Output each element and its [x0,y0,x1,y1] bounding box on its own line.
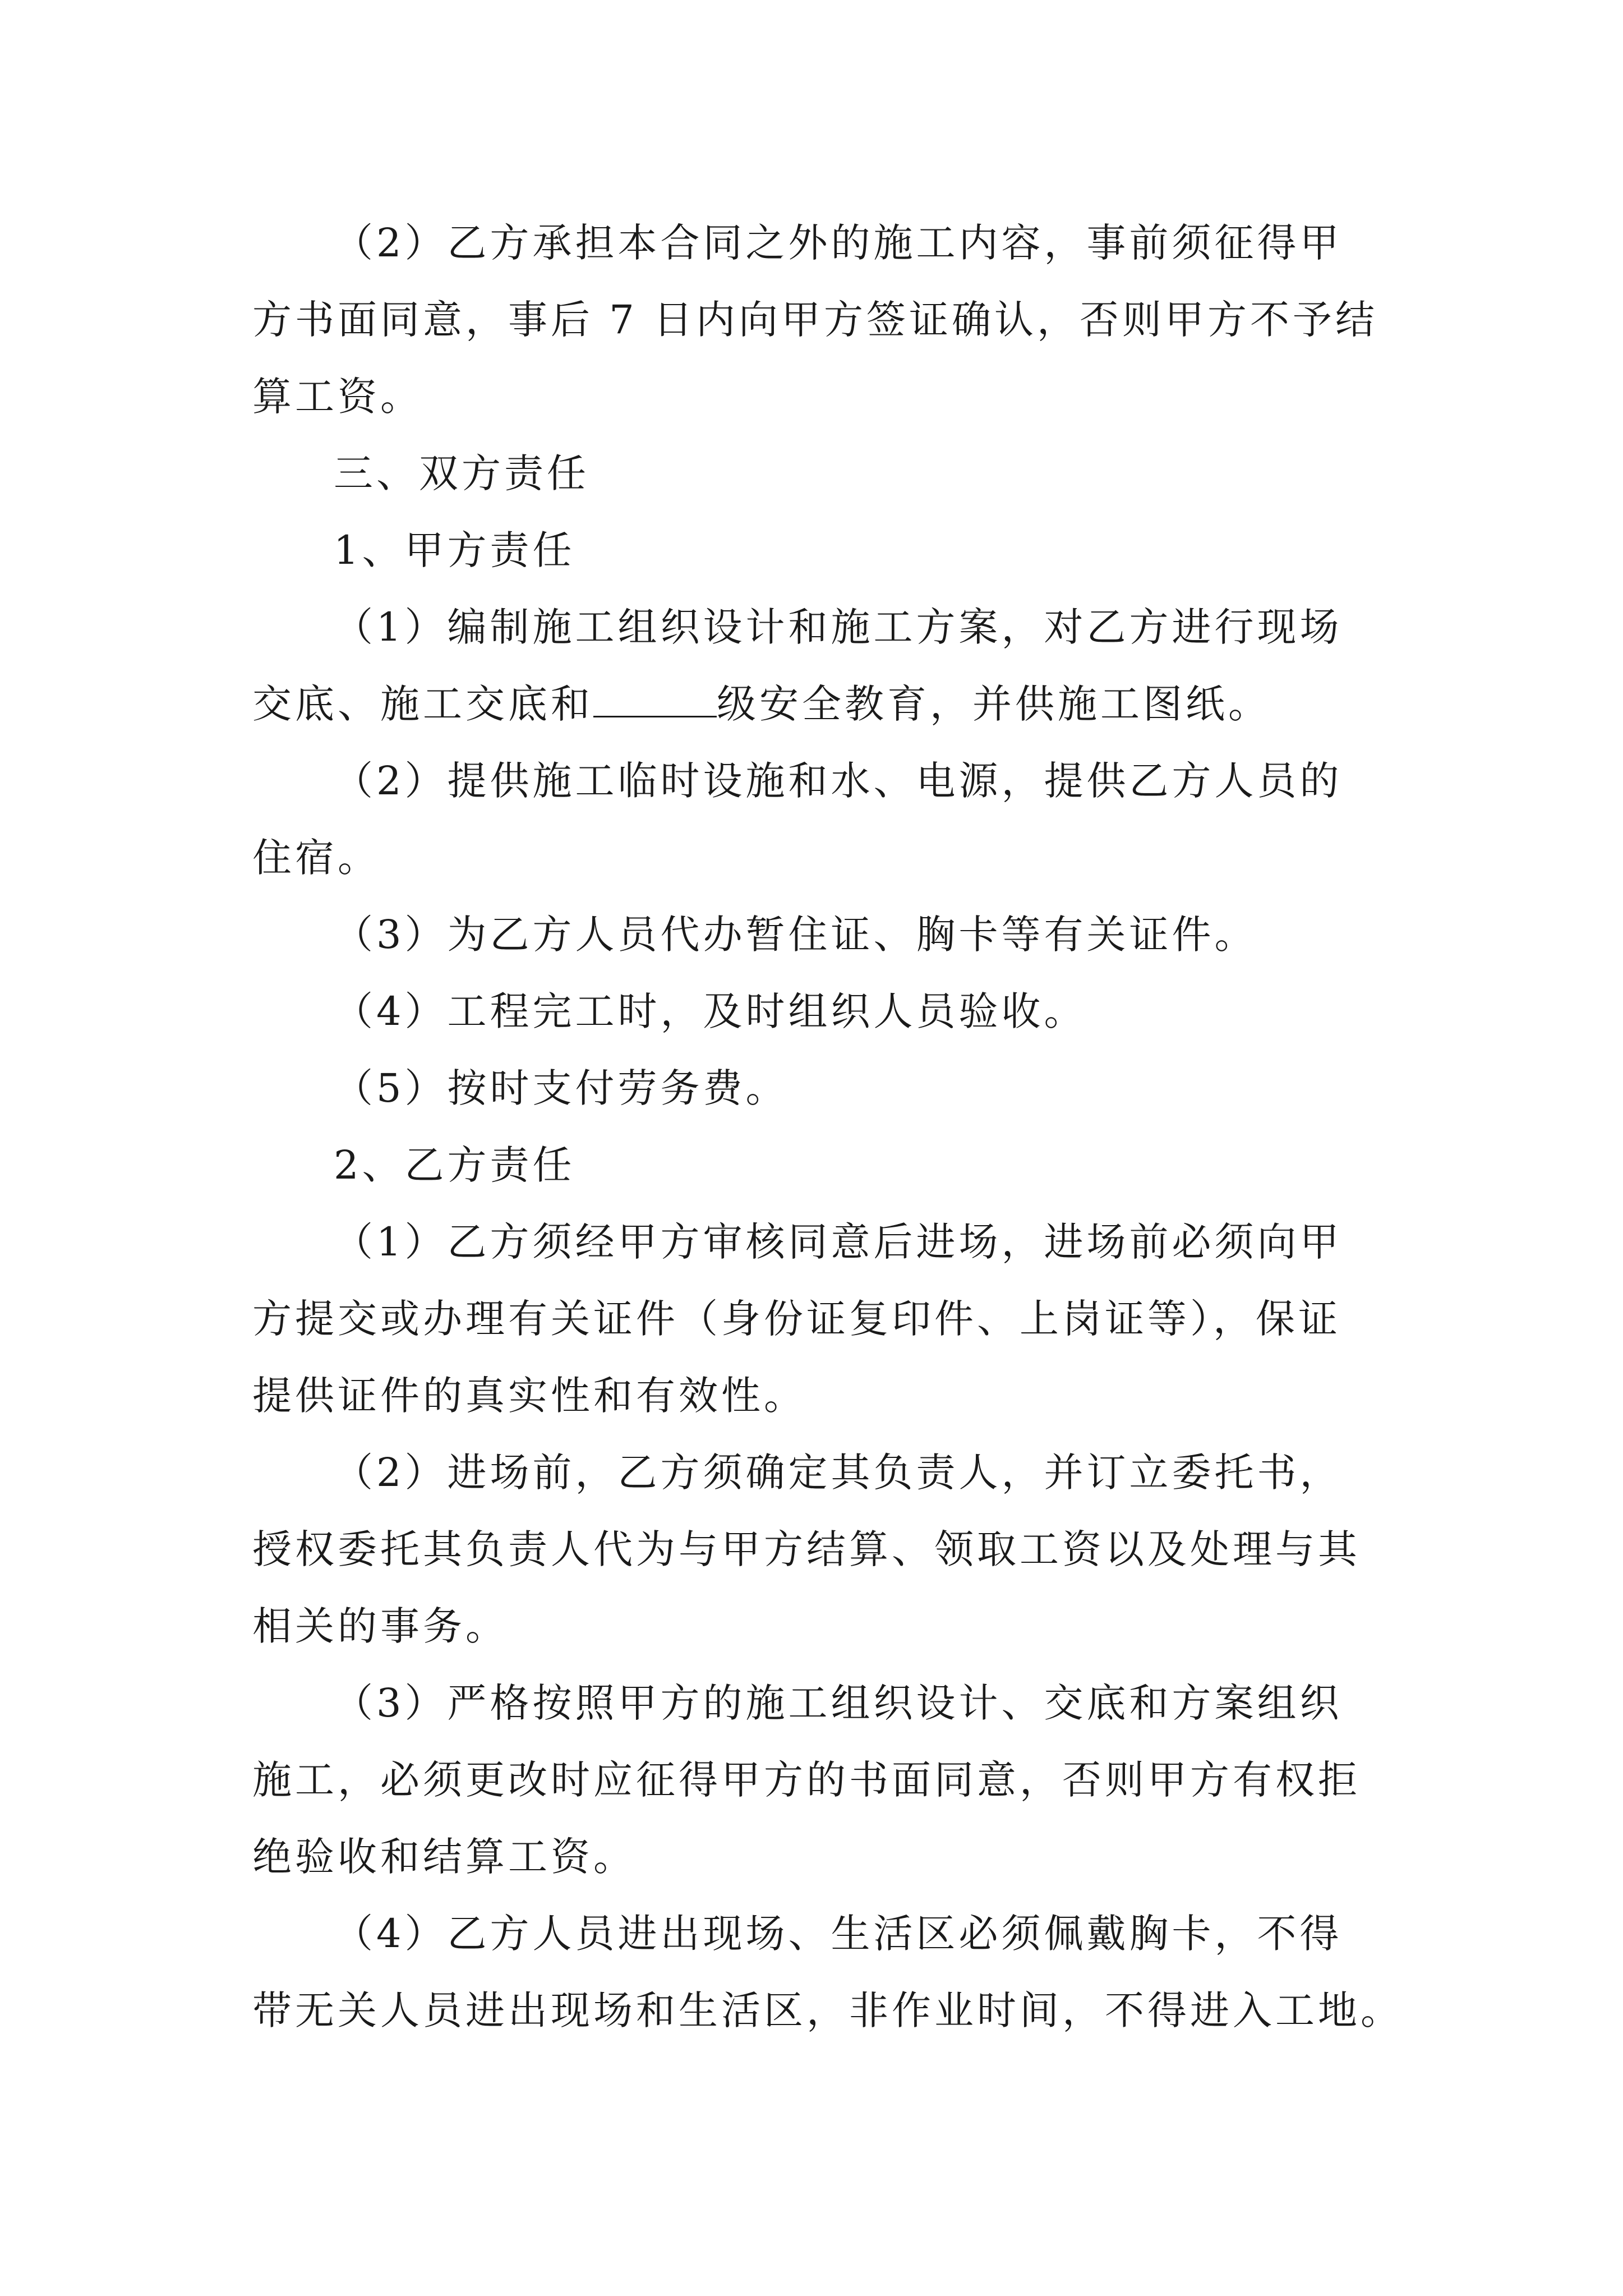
paragraph-line: （1）乙方须经甲方审核同意后进场，进场前必须向甲 [334,1219,1343,1265]
paragraph-line-with-blank [252,666,1380,743]
paragraph-line: （2）乙方承担本合同之外的施工内容，事前须征得甲 [334,220,1343,266]
paragraph-line: （2）进场前，乙方须确定其负责人，并订立委托书， [334,1450,1343,1496]
section-heading: 三、双方责任 [334,450,589,496]
fill-in-blank [593,677,717,717]
paragraph-line: 绝验收和结算工资。 [252,1834,636,1880]
text-fragment: 交底、施工交底和 [252,681,593,727]
paragraph-line: （2）提供施工临时设施和水、电源，提供乙方人员的 [334,758,1343,804]
paragraph-line: （5）按时支付劳务费。 [334,1065,789,1111]
paragraph-line: 方提交或办理有关证件（身份证复印件、上岗证等），保证 [252,1296,1341,1342]
document-page [252,205,1403,2049]
paragraph-line: （4）工程完工时，及时组织人员验收。 [334,988,1087,1034]
subsection-heading: 1、甲方责任 [334,527,575,573]
paragraph-line: 住宿。 [252,835,380,881]
subsection-heading: 2、乙方责任 [334,1142,575,1188]
paragraph-line: 相关的事务。 [252,1603,508,1649]
text-fragment: 级安全教育，并供施工图纸。 [717,681,1271,727]
paragraph-line: 授权委托其负责人代为与甲方结算、领取工资以及处理与其 [252,1526,1361,1572]
paragraph-line: 算工资。 [252,374,423,420]
paragraph-line: 提供证件的真实性和有效性。 [252,1373,806,1419]
paragraph-line: （3）为乙方人员代办暂住证、胸卡等有关证件。 [334,912,1257,958]
paragraph-line: （3）严格按照甲方的施工组织设计、交底和方案组织 [334,1680,1343,1726]
paragraph-line: （1）编制施工组织设计和施工方案，对乙方进行现场 [334,604,1343,650]
paragraph-line: 方书面同意，事后 7 日内向甲方签证确认，否则甲方不予结 [252,297,1378,343]
paragraph-line: （4）乙方人员进出现场、生活区必须佩戴胸卡，不得 [334,1911,1343,1957]
paragraph-line: 带无关人员进出现场和生活区，非作业时间，不得进入工地。 [252,1987,1403,2033]
paragraph-line: 施工，必须更改时应征得甲方的书面同意，否则甲方有权拒 [252,1757,1361,1803]
